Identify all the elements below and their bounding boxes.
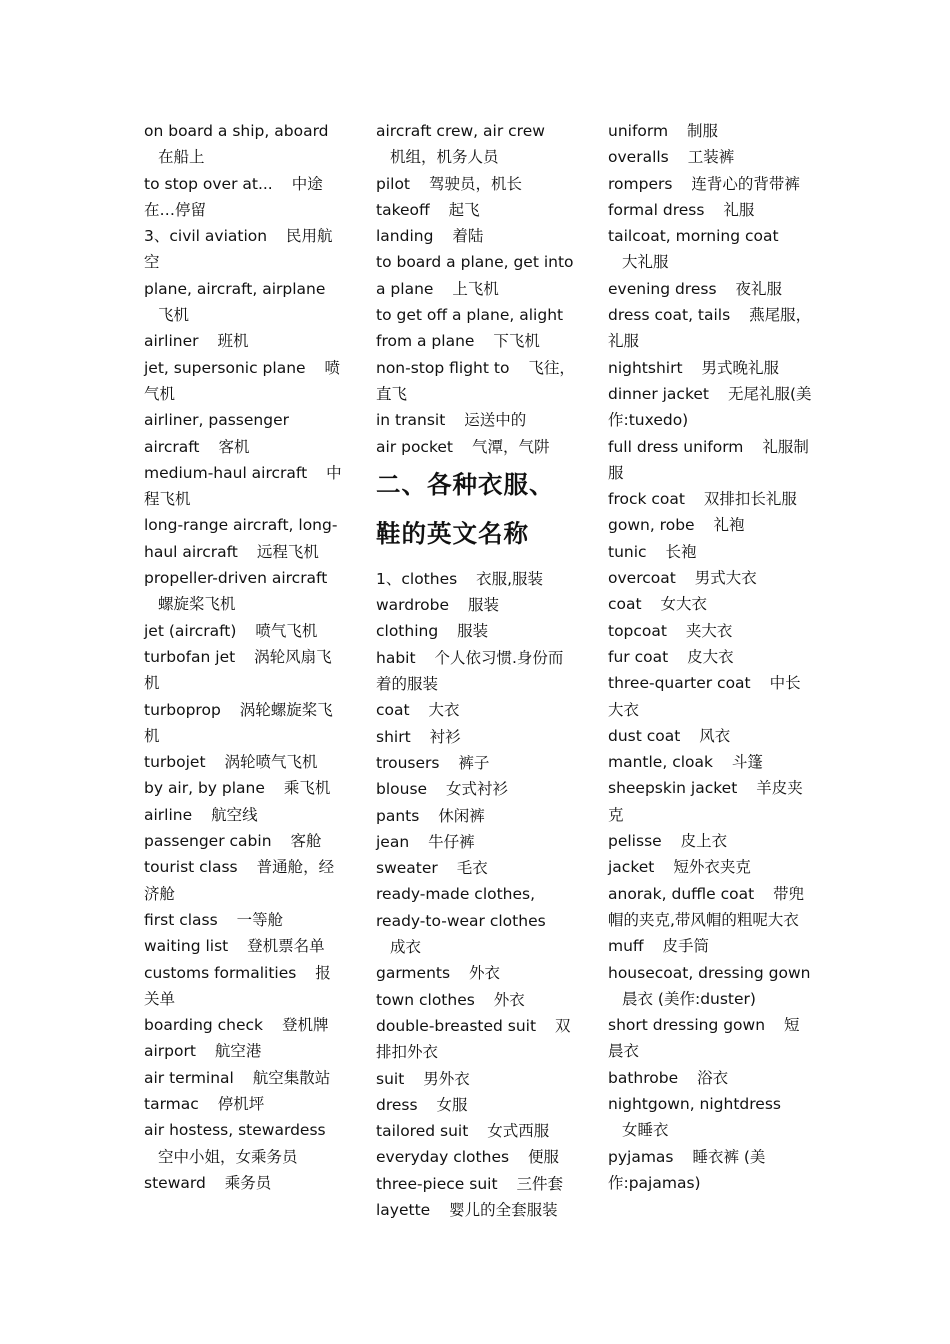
vocab-entry bbox=[144, 1065, 346, 1091]
chinese-translation: 休闲裤 bbox=[438, 806, 485, 825]
english-term: formal dress bbox=[608, 200, 705, 219]
english-term: tailcoat, morning coat bbox=[608, 227, 779, 246]
vocab-entry bbox=[608, 775, 812, 828]
vocab-entry bbox=[376, 249, 578, 302]
english-term: suit bbox=[376, 1069, 405, 1088]
vocab-entry bbox=[608, 618, 812, 644]
chinese-translation: 乘飞机 bbox=[283, 779, 331, 798]
chinese-translation: 服装 bbox=[457, 622, 489, 641]
english-term: medium-haul aircraft bbox=[144, 463, 308, 482]
column-2-bottom-list bbox=[376, 566, 578, 1223]
vocab-entry bbox=[608, 1012, 812, 1065]
english-term: overalls bbox=[608, 148, 669, 167]
vocab-entry bbox=[144, 1091, 346, 1117]
english-term: tarmac bbox=[144, 1094, 199, 1113]
english-term: pilot bbox=[376, 174, 411, 193]
vocab-entry bbox=[608, 223, 812, 276]
chinese-translation: 成衣 bbox=[390, 938, 422, 957]
english-term: ready-made clothes, ready-to-wear clothes bbox=[376, 885, 546, 930]
chinese-translation: 运送中的 bbox=[464, 411, 527, 430]
english-term: air pocket bbox=[376, 437, 453, 456]
english-term: passenger cabin bbox=[144, 832, 272, 851]
vocab-entry bbox=[144, 854, 346, 907]
vocab-entry bbox=[144, 933, 346, 959]
chinese-translation: 螺旋桨飞机 bbox=[158, 595, 236, 614]
column-1 bbox=[144, 118, 346, 1196]
chinese-translation: 男式大衣 bbox=[694, 569, 757, 588]
english-term: wardrobe bbox=[376, 596, 450, 615]
vocab-entry bbox=[376, 1197, 578, 1223]
chinese-translation: 男式晚礼服 bbox=[701, 358, 779, 377]
chinese-translation: 中程飞机 bbox=[144, 463, 342, 509]
vocab-entry bbox=[376, 697, 578, 723]
vocab-entry bbox=[608, 276, 812, 302]
english-term: airline bbox=[144, 805, 193, 824]
english-term: sheepskin jacket bbox=[608, 779, 738, 798]
vocab-entry bbox=[376, 197, 578, 223]
vocab-entry bbox=[376, 302, 578, 355]
english-term: landing bbox=[376, 227, 434, 246]
chinese-translation: 无尾礼服(美作:tuxedo) bbox=[608, 384, 812, 430]
vocab-entry bbox=[376, 434, 578, 460]
chinese-translation: 着陆 bbox=[452, 227, 484, 246]
chinese-translation: 礼服 bbox=[723, 200, 755, 219]
chinese-translation: 裤子 bbox=[458, 753, 490, 772]
chinese-translation: 停机坪 bbox=[217, 1094, 265, 1113]
english-term: sweater bbox=[376, 859, 438, 878]
vocab-entry bbox=[376, 1092, 578, 1118]
vocab-entry bbox=[144, 171, 346, 224]
vocab-entry bbox=[608, 644, 812, 670]
chinese-translation: 毛衣 bbox=[456, 859, 488, 878]
english-term: garments bbox=[376, 964, 451, 983]
chinese-translation: 外衣 bbox=[493, 990, 525, 1009]
english-term: evening dress bbox=[608, 279, 717, 298]
english-term: turboprop bbox=[144, 700, 221, 719]
english-term: airliner bbox=[144, 332, 199, 351]
english-term: everyday clothes bbox=[376, 1148, 510, 1167]
vocab-entry bbox=[376, 645, 578, 698]
english-term: waiting list bbox=[144, 937, 229, 956]
english-term: short dressing gown bbox=[608, 1016, 766, 1035]
english-term: mantle, cloak bbox=[608, 753, 713, 772]
vocab-entry bbox=[144, 618, 346, 644]
vocab-entry bbox=[608, 118, 812, 144]
chinese-translation: 礼袍 bbox=[713, 516, 745, 535]
chinese-translation: 制服 bbox=[687, 122, 719, 140]
vocab-entry bbox=[376, 1066, 578, 1092]
vocab-entry bbox=[144, 749, 346, 775]
chinese-translation: 衣服,服装 bbox=[476, 569, 544, 588]
english-term: dinner jacket bbox=[608, 384, 709, 403]
chinese-translation: 男外衣 bbox=[423, 1069, 470, 1088]
chinese-translation: 礼服制服 bbox=[608, 437, 809, 482]
vocab-entry bbox=[376, 171, 578, 197]
chinese-translation: 在船上 bbox=[158, 148, 205, 167]
english-term: overcoat bbox=[608, 569, 676, 588]
english-term: muff bbox=[608, 937, 644, 956]
vocab-entry bbox=[608, 486, 812, 512]
chinese-translation: 皮上衣 bbox=[680, 832, 728, 851]
vocab-entry bbox=[608, 565, 812, 591]
english-term: boarding check bbox=[144, 1016, 264, 1035]
english-term: 1、clothes bbox=[376, 569, 458, 588]
english-term: in transit bbox=[376, 411, 446, 430]
english-term: dress bbox=[376, 1095, 418, 1114]
vocab-entry bbox=[376, 223, 578, 249]
english-term: dust coat bbox=[608, 726, 681, 745]
chinese-translation: 便服 bbox=[528, 1148, 560, 1167]
english-term: tourist class bbox=[144, 858, 238, 877]
english-term: air hostess, stewardess bbox=[144, 1121, 326, 1140]
english-term: anorak, duffle coat bbox=[608, 884, 755, 903]
english-term: topcoat bbox=[608, 621, 667, 640]
english-term: three-quarter coat bbox=[608, 674, 751, 693]
vocab-entry bbox=[144, 328, 346, 354]
chinese-translation: 客机 bbox=[218, 437, 250, 456]
chinese-translation: 长袍 bbox=[665, 542, 697, 561]
chinese-translation: 喷气飞机 bbox=[255, 621, 318, 640]
english-term: double-breasted suit bbox=[376, 1016, 537, 1035]
vocab-entry bbox=[376, 355, 578, 408]
chinese-translation: 一等舱 bbox=[236, 910, 284, 929]
vocab-entry bbox=[608, 381, 812, 434]
chinese-translation: 夹大衣 bbox=[685, 621, 733, 640]
vocab-entry bbox=[608, 302, 812, 355]
english-term: to get off a plane, alight from a plane bbox=[376, 306, 564, 351]
chinese-translation: 上飞机 bbox=[452, 279, 499, 298]
chinese-translation: 中途在…停留 bbox=[144, 174, 323, 219]
vocab-entry bbox=[376, 566, 578, 592]
vocab-entry bbox=[376, 1144, 578, 1170]
chinese-translation: 短外衣夹克 bbox=[673, 858, 751, 877]
english-term: shirt bbox=[376, 727, 411, 746]
chinese-translation: 带兜帽的夹克,带风帽的粗呢大衣 bbox=[608, 884, 805, 929]
english-term: uniform bbox=[608, 122, 669, 140]
vocab-entry bbox=[608, 434, 812, 487]
english-term: frock coat bbox=[608, 490, 685, 509]
column-3 bbox=[608, 118, 812, 1196]
english-term: coat bbox=[608, 595, 642, 614]
english-term: nightgown, nightdress bbox=[608, 1094, 781, 1113]
english-term: pelisse bbox=[608, 832, 662, 851]
chinese-translation: 大礼服 bbox=[622, 253, 669, 272]
chinese-translation: 女式衬衫 bbox=[446, 780, 509, 799]
chinese-translation: 飞往，直飞 bbox=[376, 358, 575, 403]
chinese-translation: 涡轮风扇飞机 bbox=[144, 647, 332, 693]
chinese-translation: 民用航空 bbox=[144, 227, 333, 272]
vocab-entry bbox=[376, 803, 578, 829]
chinese-translation: 航空集散站 bbox=[252, 1068, 331, 1087]
english-term: to board a plane, get into a plane bbox=[376, 253, 574, 298]
english-term: jet, supersonic plane bbox=[144, 358, 306, 377]
vocab-entry bbox=[144, 1012, 346, 1038]
vocab-entry bbox=[144, 460, 346, 513]
vocab-entry bbox=[608, 749, 812, 775]
english-term: dress coat, tails bbox=[608, 306, 731, 325]
vocab-entry bbox=[608, 512, 812, 538]
english-term: 3、civil aviation bbox=[144, 227, 268, 246]
vocab-entry bbox=[608, 723, 812, 749]
vocab-entry bbox=[608, 1091, 812, 1144]
english-term: blouse bbox=[376, 780, 428, 799]
vocab-entry bbox=[608, 355, 812, 381]
vocab-entry bbox=[608, 1065, 812, 1091]
chinese-translation: 起飞 bbox=[448, 200, 480, 219]
chinese-translation: 航空线 bbox=[211, 805, 258, 824]
chinese-translation: 浴衣 bbox=[697, 1068, 729, 1087]
english-term: by air, by plane bbox=[144, 779, 265, 798]
vocab-entry bbox=[376, 1171, 578, 1197]
chinese-translation: 下飞机 bbox=[493, 332, 540, 351]
vocab-entry bbox=[144, 223, 346, 276]
chinese-translation: 燕尾服，礼服 bbox=[608, 306, 812, 351]
chinese-translation: 空中小姐，女乘务员 bbox=[158, 1147, 298, 1166]
chinese-translation: 连背心的背带裤 bbox=[691, 174, 800, 193]
english-term: full dress uniform bbox=[608, 437, 744, 456]
vocab-entry bbox=[376, 118, 578, 171]
english-term: aircraft crew, air crew bbox=[376, 122, 545, 140]
vocab-entry bbox=[144, 907, 346, 933]
chinese-translation: 喷气机 bbox=[144, 358, 341, 403]
vocab-entry bbox=[376, 829, 578, 855]
chinese-translation: 登机票名单 bbox=[247, 937, 325, 956]
chinese-translation: 风衣 bbox=[699, 726, 731, 745]
chinese-translation: 涡轮喷气飞机 bbox=[224, 753, 318, 772]
chinese-translation: 报关单 bbox=[144, 963, 331, 1008]
chinese-translation: 婴儿的全套服装 bbox=[449, 1200, 558, 1219]
vocab-entry bbox=[608, 881, 812, 934]
vocab-entry bbox=[376, 855, 578, 881]
vocab-entry bbox=[144, 1170, 346, 1196]
vocab-entry bbox=[376, 618, 578, 644]
vocab-entry bbox=[376, 1118, 578, 1144]
chinese-translation: 短晨衣 bbox=[608, 1016, 800, 1061]
chinese-translation: 客舱 bbox=[290, 832, 322, 851]
english-term: long-range aircraft, long-haul aircraft bbox=[144, 516, 338, 561]
section-heading: 二、各种衣服、鞋的英文名称 bbox=[376, 469, 555, 548]
vocab-entry bbox=[608, 933, 812, 959]
chinese-translation: 女睡衣 bbox=[622, 1121, 669, 1140]
vocab-entry bbox=[144, 697, 346, 750]
english-term: jet (aircraft) bbox=[144, 621, 237, 640]
english-term: jacket bbox=[608, 858, 655, 877]
vocab-entry bbox=[376, 592, 578, 618]
english-term: first class bbox=[144, 910, 218, 929]
chinese-translation: 机组，机务人员 bbox=[390, 148, 499, 167]
english-term: turbojet bbox=[144, 753, 206, 772]
english-term: propeller-driven aircraft bbox=[144, 569, 328, 588]
chinese-translation: 双排扣长礼服 bbox=[703, 490, 797, 509]
chinese-translation: 皮大衣 bbox=[687, 647, 734, 666]
vocab-entry bbox=[376, 881, 578, 960]
vocab-entry bbox=[608, 144, 812, 170]
vocab-entry bbox=[144, 565, 346, 618]
chinese-translation: 晨衣 (美作:duster) bbox=[622, 989, 756, 1008]
english-term: three-piece suit bbox=[376, 1174, 498, 1193]
chinese-translation: 涡轮螺旋桨飞机 bbox=[144, 700, 333, 745]
vocab-entry bbox=[608, 854, 812, 880]
chinese-translation: 服装 bbox=[467, 596, 499, 615]
vocab-entry bbox=[376, 776, 578, 802]
chinese-translation: 牛仔裤 bbox=[428, 832, 475, 851]
vocab-entry bbox=[144, 1038, 346, 1064]
vocab-entry bbox=[144, 960, 346, 1013]
chinese-translation: 睡衣裤 (美作:pajamas) bbox=[608, 1147, 766, 1192]
chinese-translation: 航空港 bbox=[214, 1042, 262, 1061]
vocab-entry bbox=[144, 802, 346, 828]
chinese-translation: 皮手筒 bbox=[662, 937, 710, 956]
chinese-translation: 羊皮夹克 bbox=[608, 779, 803, 824]
chinese-translation: 乘务员 bbox=[224, 1173, 272, 1192]
vocab-entry bbox=[144, 355, 346, 408]
vocab-entry bbox=[608, 960, 812, 1013]
chinese-translation: 远程飞机 bbox=[256, 542, 319, 561]
english-term: tunic bbox=[608, 542, 647, 561]
chinese-translation: 气潭，气阱 bbox=[471, 437, 550, 456]
english-term: rompers bbox=[608, 174, 673, 193]
english-term: layette bbox=[376, 1200, 431, 1219]
vocab-entry bbox=[144, 512, 346, 565]
chinese-translation: 飞机 bbox=[158, 306, 190, 325]
english-term: air terminal bbox=[144, 1068, 234, 1087]
chinese-translation: 斗篷 bbox=[731, 753, 763, 772]
vocab-entry bbox=[144, 1117, 346, 1170]
vocab-entry bbox=[608, 171, 812, 197]
english-term: customs formalities bbox=[144, 963, 297, 982]
chinese-translation: 个人依习惯.身份而着的服装 bbox=[376, 648, 564, 694]
english-term: jean bbox=[376, 832, 410, 851]
vocab-entry bbox=[144, 407, 346, 460]
english-term: airport bbox=[144, 1042, 196, 1061]
english-term: turbofan jet bbox=[144, 647, 236, 666]
english-term: pyjamas bbox=[608, 1147, 674, 1166]
vocab-entry bbox=[144, 775, 346, 801]
english-term: habit bbox=[376, 648, 416, 667]
vocab-entry bbox=[144, 118, 346, 171]
vocab-entry bbox=[608, 539, 812, 565]
chinese-translation: 驾驶员，机长 bbox=[428, 174, 522, 193]
vocab-entry bbox=[376, 1013, 578, 1066]
vocab-entry bbox=[376, 960, 578, 986]
chinese-translation: 三件套 bbox=[516, 1174, 564, 1193]
chinese-translation: 女服 bbox=[436, 1095, 468, 1114]
chinese-translation: 衬衫 bbox=[429, 727, 461, 746]
english-term: housecoat, dressing gown bbox=[608, 963, 811, 982]
chinese-translation: 女大衣 bbox=[660, 595, 708, 614]
chinese-translation: 女式西服 bbox=[487, 1122, 550, 1141]
english-term: to stop over at... bbox=[144, 174, 273, 193]
chinese-translation: 普通舱，经济舱 bbox=[144, 858, 335, 903]
vocab-entry bbox=[608, 591, 812, 617]
english-term: on board a ship, aboard bbox=[144, 122, 329, 140]
english-term: airliner, passenger aircraft bbox=[144, 411, 289, 456]
english-term: takeoff bbox=[376, 200, 430, 219]
vocab-entry bbox=[376, 987, 578, 1013]
vocab-entry bbox=[608, 670, 812, 723]
chinese-translation: 外衣 bbox=[469, 964, 501, 983]
vocab-entry bbox=[144, 276, 346, 329]
chinese-translation: 中长大衣 bbox=[608, 674, 801, 719]
english-term: nightshirt bbox=[608, 358, 683, 377]
english-term: pants bbox=[376, 806, 420, 825]
english-term: fur coat bbox=[608, 647, 669, 666]
english-term: non-stop flight to bbox=[376, 358, 510, 377]
vocab-entry bbox=[376, 750, 578, 776]
chinese-translation: 工装裤 bbox=[687, 148, 735, 167]
vocab-entry bbox=[144, 828, 346, 854]
english-term: coat bbox=[376, 701, 410, 720]
vocab-entry bbox=[608, 1144, 812, 1197]
chinese-translation: 登机牌 bbox=[281, 1016, 329, 1035]
chinese-translation: 班机 bbox=[217, 332, 249, 351]
english-term: plane, aircraft, airplane bbox=[144, 279, 326, 298]
vocab-entry bbox=[144, 644, 346, 697]
chinese-translation: 双排扣外衣 bbox=[376, 1016, 571, 1062]
vocab-entry bbox=[608, 197, 812, 223]
column-2-top-list bbox=[376, 118, 578, 460]
english-term: clothing bbox=[376, 622, 439, 641]
chinese-translation: 大衣 bbox=[428, 701, 460, 720]
column-2 bbox=[376, 118, 578, 1223]
english-term: gown, robe bbox=[608, 516, 695, 535]
chinese-translation: 夜礼服 bbox=[735, 279, 782, 298]
english-term: trousers bbox=[376, 753, 440, 772]
vocab-entry bbox=[376, 407, 578, 433]
english-term: tailored suit bbox=[376, 1122, 469, 1141]
vocab-entry bbox=[376, 724, 578, 750]
english-term: town clothes bbox=[376, 990, 475, 1009]
vocab-entry bbox=[608, 828, 812, 854]
english-term: bathrobe bbox=[608, 1068, 679, 1087]
english-term: steward bbox=[144, 1173, 206, 1192]
